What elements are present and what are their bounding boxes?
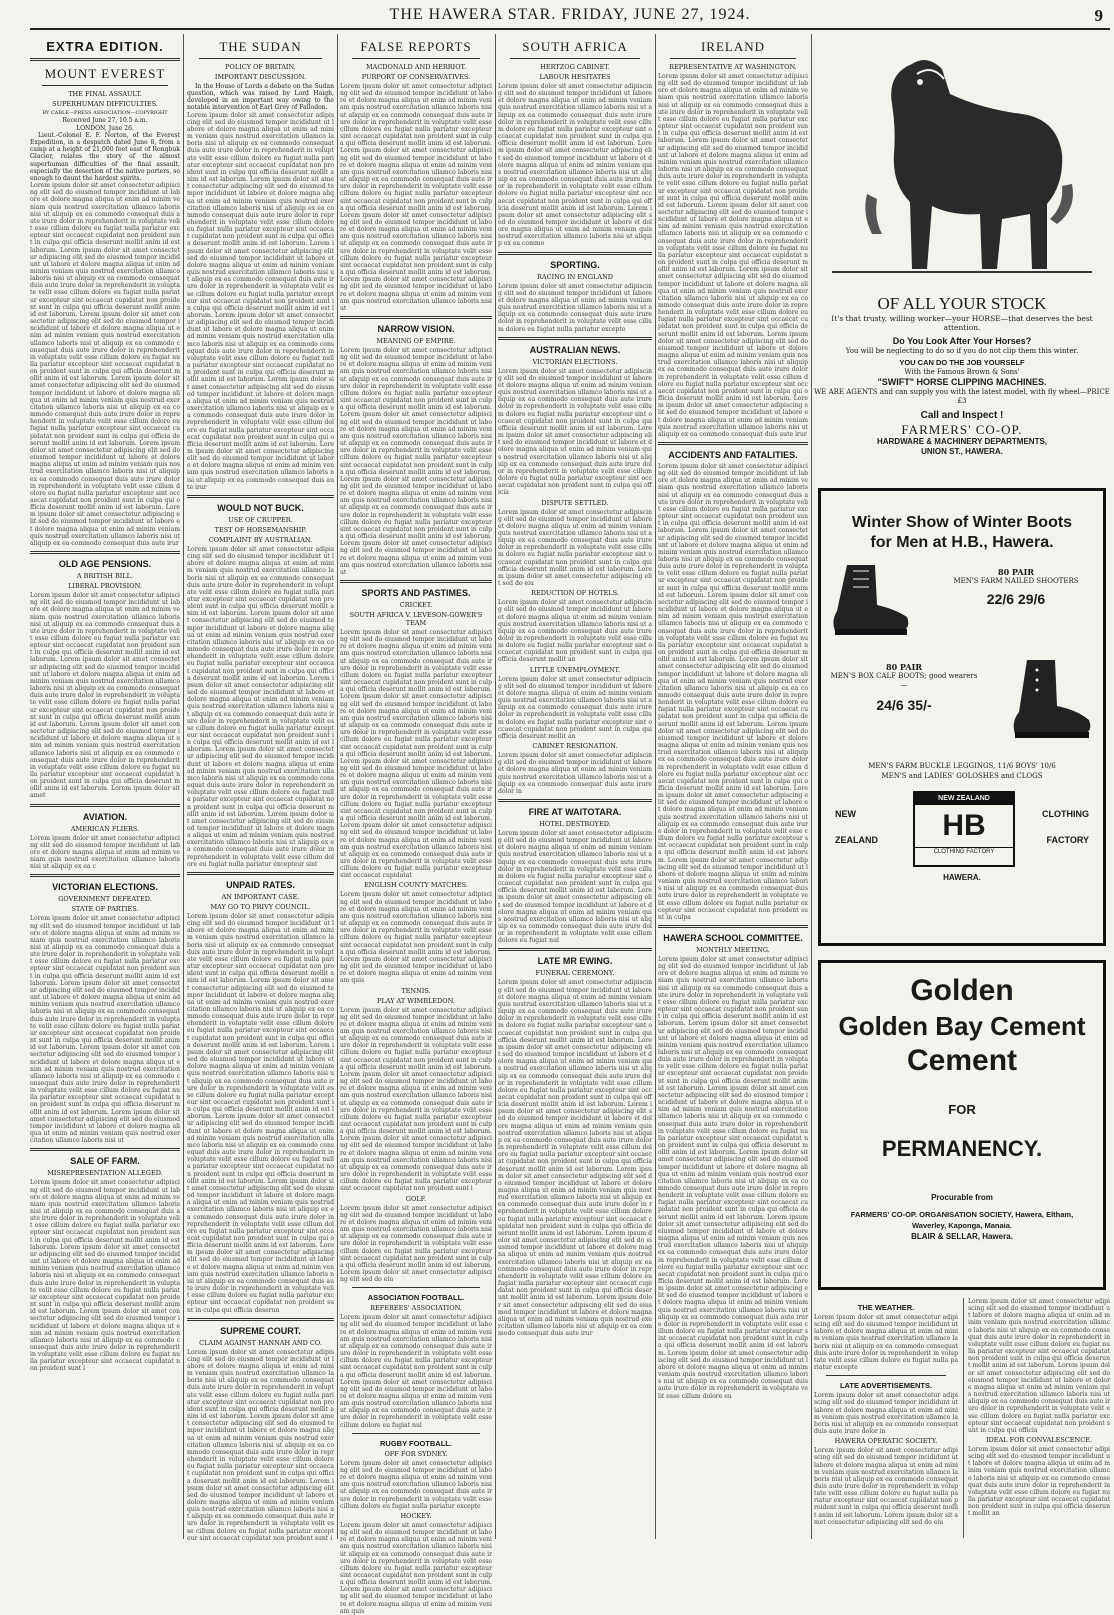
divider (30, 804, 180, 807)
extra-edition-heading: EXTRA EDITION. (46, 39, 164, 54)
page-number: 9 (1094, 6, 1104, 25)
classifieds-column (968, 1298, 1110, 1538)
divider (30, 58, 180, 61)
logo-side-text: ZEALAND (835, 835, 878, 845)
divider (30, 874, 180, 877)
subheading: MEANING OF EMPIRE. (376, 337, 456, 345)
winter-boots-advertisement (818, 488, 1106, 946)
ad-text: UNION ST., HAWERA. (921, 447, 1003, 456)
section-heading: LATE MR EWING. (537, 956, 613, 967)
divider (498, 948, 652, 951)
subheading: REPRESENTATIVE AT WASHINGTON. (669, 63, 797, 71)
divider (199, 58, 322, 59)
cement-text: FARMERS' CO-OP. ORGANISATION SOCIETY, Hawera, Eltham, Waverley, Kaponga, Manaia. (850, 1210, 1074, 1230)
section-heading: THE WEATHER. (857, 1303, 915, 1312)
article-body: Lorem ipsum dolor sit amet consectetur adipiscing elit sed do eiusmod tempor incididunt ut labore et dolore magna aliqua ut enim ad minim veniam quis nostrud exercitation ullamco laboris nisi ut aliquip ex ea commodo consequat duis aute irure dolor in reprehenderit in voluptate velit esse cillum dolore eu fugiat nulla pariatur excepteur sint occaecat cupidatat non proident sunt in culpa qui officia deserunt mollit anim id est laborum. Lorem ipsum dolor sit amet consectetur adipiscing elit sed do eiusmod tempor incididunt ut labore et dolore magna aliqua ut enim ad minim veniam quis nostrud exercitation ullamco laboris nisi ut aliquip ex ea commodo consequat duis aute irure dolor in reprehenderit in voluptate velit esse cillum dolore eu fugiat nulla pariatur excepteur sint occaecat cupidatat non proident sunt in culpa qui officia (968, 1298, 1110, 1434)
cement-line: Golden Bay Cement (838, 1011, 1086, 1041)
article-body: Lorem ipsum dolor sit amet consectetur adipiscing elit sed do eiusmod tempor incididunt ut labore et dolore magna aliqua ut enim ad minim veniam quis nostrud exercitation ullamco laboris nisi ut aliquip ex ea commodo consequat duis aute irure dolor in reprehenderit in voluptate velit esse cillum dolore eu fugiat nulla pariatur excepte (340, 1459, 492, 1510)
subheading: MACDONALD AND HERRIOT. (365, 63, 467, 71)
column-5 (658, 34, 808, 1539)
subheading: HOCKEY. (400, 1511, 432, 1520)
column-rule (495, 34, 496, 1539)
article-body: Lorem ipsum dolor sit amet consectetur adipiscing elit sed do eiusmod tempor incididunt ut labore et dolore magna aliqua ut enim ad minim veniam quis nostrud exercitation ullamco laboris nisi ut aliquip ex ea commodo consequat duis aute irure dolor in reprehenderit in voluptate velit esse cillum dolore eu fugiat nulla pariatur excepte (498, 282, 652, 333)
column-rule (655, 34, 656, 1539)
subheading: TENNIS. (401, 986, 431, 995)
section-heading: ACCIDENTS AND FATALITIES. (668, 449, 798, 460)
cement-permanency: PERMANENCY. (881, 1136, 1043, 1161)
logo-side-text: CLOTHING (1042, 809, 1089, 819)
subheading: LIBERAL PROVISION. (68, 582, 142, 591)
section-heading: FALSE REPORTS (360, 39, 472, 54)
article-body: Lorem ipsum dolor sit amet consectetur adipiscing elit sed do eiusmod tempor incididunt ut labore et dolore magna aliqua ut enim ad minim veniam quis nostrud exercitation ullamco laboris nisi ut aliquip ex ea commodo consequat duis aute irure dolor in reprehenderit in voluptate velit esse cillum dolore eu fugiat nulla pariatur excepteur sint occaecat cupidatat non proident sunt in culpa qui officia deserunt mollit anim id est laborum. Lorem ipsum dolor sit amet consectetur adipiscing elit sed do eiu (340, 1204, 492, 1284)
masthead (30, 4, 1110, 30)
ad-text: You will be neglecting to do so if you do not clip them this winter. (845, 347, 1079, 355)
shooter-boot-illustration (825, 561, 913, 639)
divider (30, 1148, 180, 1151)
article-text: Lieut.-Colonel E. F. Norton, of the Everest Expedition, in a despatch dated June 8, from a camp at a height of 21,000 feet east of Rongbuk Glacier, relates the story of the almost superhuman difficulties of the final assault, especially the desertion of the native porters, so enough to daunt the hardest spirits. (30, 132, 180, 182)
column-2 (187, 34, 334, 1542)
article-body: Lorem ipsum dolor sit amet consectetur adipiscing elit sed do eiusmod tempor incididunt ut labore et dolore magna aliqua ut enim ad minim veniam quis nostrud exercitation ullamco laboris nisi ut aliquip ex ea commodo consequat duis aute irure dolor in reprehenderit in voluptate velit esse cillum dolore eu fugiat nulla pariatur excepteur sint occaecat cupidatat non proident sunt in culpa qui officia deserunt mollit anim id est laborum. Lorem ipsum dolor sit amet consectetur adipiscing elit sed do eiusmod tempor incididunt ut labore et dolore magna aliqua ut enim ad minim veniam quis nostrud exercitation ullamco laboris nisi ut aliquip ex ea commodo consequat duis aute irure dolor in reprehenderit in voluptate velit esse cillum dolore eu fugiat nulla pariatur excepteur sint occaecat cupidatat non proident sunt in culpa qui officia deserunt mollit anim id est laborum. Lorem ipsum dolor sit amet consectetur adipiscing elit sed do eiusmod tempor incididunt ut labore et dolore magna aliqua ut enim ad minim veniam quis nostrud exercitation ullamco laboris nisi ut aliquip ex ea commodo consequat duis aute irure dolor in reprehenderit in voluptate velit esse cillum dolore eu fugiat nulla pariatur excepteur sint occaecat cupidatat non proident sunt in culpa qui officia deserunt mollit anim id est laborum. Lorem ipsum dolor sit amet consectetur adipiscing elit sed do eiusmod tempor incididunt ut labore et dolore magna aliqua ut enim ad minim veniam quis nostrud exercitation ullamco laboris nisi ut aliquip ex ea commodo consequat duis aute irure dolor in reprehenderit in voluptate velit esse cillum dolore eu fugiat nulla pariatur excepteur sint occaecat cupidatat non proident sunt in culpa qui officia deserunt mollit anim id est laborum. Lorem ipsum dolor sit amet consectetur adipiscing elit sed do eiusmod tempor incididunt ut labore et dolore magna aliqua ut enim ad minim veniam quis nostrud exercitation ullamco laboris nisi ut aliquip ex ea commodo consequat duis aute irure dolor in reprehenderit in voluptate velit esse cillum dolore eu fugiat nulla pariatur excepteur sint occaecat cupidatat non proident sunt in culpa qui officia deserunt mollit anim id est laborum. Lorem ipsum dolor sit amet consectetur adipiscing elit sed do eiusmod tempor incididunt ut labore et dolore magna aliqua ut enim ad minim veniam quis nostrud exercitation ullamco laboris nisi ut aliquip ex ea commodo consequat duis aute irure dolor in reprehenderit in voluptate velit esse cillum dolore eu fugiat nulla pariatur excepteur sint occaecat cupidatat non proident sunt in culpa qui officia deserunt mollit anim id est laborum. Lorem ipsum dolor sit amet consectetur adipiscing elit sed do eiusmod tempor incididunt ut labore et dolore magna aliqua ut enim ad minim veniam quis nostrud exercitation ullamco laboris nisi ut aliquip ex ea commodo consequat duis aute irure dolor in reprehenderit in voluptate velit esse cillum dolore eu (658, 955, 808, 1400)
subheading: OFF FOR SYDNEY. (384, 1449, 448, 1458)
article-body: Lorem ipsum dolor sit amet consectetur adipiscing elit sed do eiusmod tempor incididunt ut labore et dolore magna aliqua ut enim ad minim veniam quis nostrud exercitation ullamco laboris nisi ut aliquip ex ea commodo consequat duis aute irure dolor in reprehenderit in voluptate velit esse cillum dolore eu fugiat nulla pariatur excepteur sint occaecat cupidatat non proident sunt in culpa qui officia deserunt mollit anim id est laborum. Lorem ipsum dolor sit amet consectetur adipiscing elit sed do eiusmod tempor incididunt ut labore et dolore magna aliqua ut enim ad minim veniam quis (340, 891, 492, 985)
article-body: Lorem ipsum dolor sit amet consectetur adipiscing elit sed do eiusmod tempor incididunt ut labore et dolore magna aliqua ut enim ad minim veniam quis nostrud exercitation ullamco laboris nisi ut aliquip ex ea commodo consequat duis aute irure dolor in reprehenderit in voluptate velit esse cillum dolore eu fugiat nulla pariatur excepte (814, 1314, 958, 1372)
section-heading: SOUTH AFRICA (522, 39, 628, 54)
column-4 (498, 34, 652, 1539)
divider (187, 1318, 334, 1321)
subheading: ENGLISH COUNTY MATCHES. (364, 881, 468, 890)
article-body: Lorem ipsum dolor sit amet consectetur adipiscing elit sed do eiusmod tempor incididunt ut labore et dolore magna aliqua ut enim ad minim veniam quis nostrud exercitation ullamco laboris nisi ut aliquip ex ea commodo consequat duis aute irure dolor in reprehenderit in voluptate velit esse cillum dolore eu fugiat nulla pariatur excepteur sint occaecat cupidatat non proident sunt in culpa qui officia deserunt mollit anim id est laborum. Lorem ipsum dolor sit amet consectetur adipiscing elit sed do eiusmod tempor incididunt ut labore et dolore magna aliqua ut enim ad minim veniam quis nostrud exercitation ullamco laboris nisi ut aliquip ex ea commodo consequat duis aute irure dolor in reprehenderit in voluptate velit esse cillum dolore eu fugiat nulla pariatur excepteur sint occaecat cupidatat non proident sunt in culpa qui officia deserunt mollit anim id est laborum. Lorem ipsum dolor sit amet consectetur adipiscing elit sed do eiusmod tempor incididunt ut labore et dolore magna aliqua ut enim ad minim veniam quis nostrud exercitation ullamco laboris nisi ut aliquip ex ea commodo consequat duis aute irure dolor in reprehenderit in voluptate velit esse cillum dolore eu fugiat nulla pariatur excepteur sint occaecat cupidatat non proident sunt i (187, 1348, 334, 1542)
subheading: MAY GO TO PRIVY COUNCIL. (210, 902, 311, 911)
section-heading: ASSOCIATION FOOTBALL. (367, 1293, 465, 1303)
cement-line: Golden (910, 974, 1014, 1007)
article-body: Lorem ipsum dolor sit amet consectetur adipiscing elit sed do eiusmod tempor incididunt ut labore et dolore magna aliqua ut enim ad minim veniam quis nostrud exercitation ullamco laboris nisi ut aliquip ex ea commodo consequat duis aute irure dolor in reprehenderit in voluptate velit esse cillum dolore eu fugiat nulla pariatur excepteur sint occaecat cupidatat non proident sunt in culpa qui officia deserunt mollit anim id est laborum. Lorem ipsum dolor sit amet consectetur adipiscing elit sed do eiu (814, 1447, 958, 1526)
divider (352, 1433, 480, 1434)
section-heading: SPORTS AND PASTIMES. (361, 588, 471, 598)
section-heading: SPORTING. (550, 259, 600, 270)
divider (30, 551, 180, 554)
logo-side-text: FACTORY (1046, 835, 1089, 845)
subheading: STATE OF PARTIES. (71, 905, 139, 914)
article-body: Lorem ipsum dolor sit amet consectetur adipiscing elit sed do eiusmod tempor incididunt ut labore et dolore magna aliqua ut enim ad minim veniam quis nostrud exercitation ullamco laboris nisi ut aliquip ex ea commodo consequat duis aute irure dolor in reprehenderit in voluptate velit esse cillum dolore eu fugiat nulla pariatur excepteur sint occaecat cupidatat non proident sunt in culpa qui officia deserunt mollit anim id est laborum. Lorem ipsum dolor sit amet consectetur adipiscing elit sed do eiusmod tempor incididunt ut labore et dolore magna aliqua ut enim ad minim veniam quis nostrud exercitation ullamco laboris nisi ut aliquip ex ea commodo consequat duis aute irure dolor in reprehenderit in voluptate velit esse cillum dolore eu fugiat nul (498, 829, 652, 945)
column-1 (30, 34, 180, 1539)
article-body: Lorem ipsum dolor sit amet consectetur adipiscing elit sed do eiusmod tempor incididunt ut labore et dolore magna aliqua ut enim ad minim veniam quis nostrud exercitation ullamco laboris nisi ut aliquip ex ea commodo consequat duis aute irure dolor in reprehenderit in voluptate velit esse cillum dolore eu fugiat nulla pariatur excepteur sint occaecat cupidatat non proident sunt in culpa qui officia deserunt mollit anim id est laborum. Lorem ipsum dolor sit amet consectetur adipiscing elit sed do eiusmod tempor incididunt ut labore et dolore magna aliqua ut enim ad minim veniam quis nostrud exercitation ullamco laboris nisi ut aliquip ex ea commodo consequat duis aute irure dolor in reprehenderit in voluptate velit esse cillum dolore eu fugiat nulla pariatur excepteur sint occaecat cupidatat non proident sunt in culpa qui officia deserunt mollit anim id est laborum. Lorem ipsum dolor sit amet consectetur adipiscing elit sed do eiusmod tempor incididunt ut labore et dolore magna aliqua ut enim ad minim veniam quis nostrud exercitation ullamco laboris nisi ut aliquip ex ea commodo consequat duis aute irure dolor in reprehenderit in voluptate velit esse cillum dolore eu fugiat nulla pariatur excepteur sint occaecat cupidatat non proident sunt in culpa qui officia deserunt mollit anim id est laborum. Lorem ipsum dolor sit amet consectetur adipiscing elit sed do eiusmod tempor incididunt ut labore et dolore magna aliqua ut enim ad minim veniam quis nostrud exercitation ullamco laboris nisi ut aliquip ex ea commodo consequat duis aute irure dolor in reprehenderit in voluptate velit esse cillum dolore eu fugiat nulla pariatur excepteur sint occaecat cupidatat non proident sunt in culpa qui officia deserunt mollit anim id est laborum. Lorem ipsum dolor sit amet consectetur adipiscing elit sed do eiusmod tempor incididunt ut labore et dolore magna aliqua ut enim ad minim veniam quis nostrud exercitation ullamco laboris nisi ut aliquip ex ea commodo consequat duis aute irure dolor in reprehenderit in voluptate velit esse cillum dolore eu fugiat nulla pariatur excepteur sint occaecat cupidatat non proident sunt in culpa qui officia deserunt mollit anim id est laborum. Lorem ipsum dolor sit amet consectetur adipiscing elit sed do eiusmod tempor incididunt ut labore et dolore magna aliqua ut enim ad minim veniam quis nostrud exercitation ullamco laboris nisi ut aliquip ex ea commodo consequat duis aute irure dolor in reprehenderit in voluptate velit esse cillum dolore eu fugiat nulla pariatur excepteur sint occaecat cupidatat non proident sunt in culpa qui officia deserunt mollit anim id est laborum. Lorem ipsum dolor sit amet consectetur adipiscing elit sed do eiusmod tempor incididunt ut labore et dolore magna aliqua ut enim ad minim veniam quis nostrud exercitation ullamco laboris nisi ut aliquip ex ea commodo consequat duis aute irure dolor in reprehenderit in voluptate velit esse cillum dolore eu fugiat nulla pariatur excepteur sint occaecat cupidatat non proident sunt in culpa (658, 462, 808, 921)
subheading: THE FINAL ASSAULT. (68, 90, 142, 98)
subheading: HERTZOG CABINET. (540, 63, 610, 71)
article-body: Lorem ipsum dolor sit amet consectetur adipiscing elit sed do eiusmod tempor incididunt ut labore et dolore magna aliqua ut enim ad minim veniam quis nostrud exercitation ullamco laboris nisi ut aliquip ex ea commodo consequat duis aute irure dolor in reprehenderit in voluptate velit esse cillum dolore eu fugiat nulla pariatur excepteur sint occaecat cupidatat non proident sunt in culpa qui officia deserunt mollit anim id est laborum. Lorem ipsum dolor sit amet consectetur adipiscing elit sed do eiusmod tempor incididunt ut labore et dolore magna aliqua ut enim ad minim veniam quis nostrud exercitation ullamco laboris nisi ut aliquip ex ea commodo consequat duis aute irure dolor in reprehenderit in voluptate velit esse cillum dolore eu fugiat nulla pariatur excepteur sint occaecat cupidatat non proident sunt in culpa qui officia deserunt mollit anim id est laborum. Lorem ipsum dolor sit amet consectetur adipiscing elit sed do eiusmod tempor incididunt ut labore et dolore magna aliqua ut enim ad minim veniam quis nostrud exercitation ullamco laboris nisi ut aliquip ex ea commodo consequat duis aute irure dolor in reprehenderit in voluptate velit esse cillum dolore eu fugiat nulla pariatur excepteur sint occaecat cupidatat non proident sunt in culpa qui officia deserunt mollit anim id est laborum. Lorem ipsum dolor sit amet consectetur adipiscing elit sed do eiusmod tempor incididunt ut labore et dolore magna aliqua ut enim ad minim veniam quis nostrud exercitation ullamco laboris nisi ut aliquip ex ea commodo consequat duis aute irure dolor in reprehenderit in voluptate velit esse cillum dolore eu fugiat nulla pariatur excepteur sint occaecat cupidatat non proident sunt in culpa qui officia deserunt mollit anim id est laborum. Lorem ipsum dolor sit amet consectetur adipiscing elit sed do eiusmod tempor incididunt ut labore et dolore magna aliqua ut enim ad minim veniam quis nostrud exercitation ullamco laboris nisi ut aliquip ex ea commodo consequat duis aute irure dolor in reprehenderit in voluptate velit esse cillum dolore eu fugiat nulla pariatur excepteur sint occaecat cupidatat non proident sunt in culpa qui officia deserunt mollit anim id est laborum. Lorem ipsum dolor sit amet consectetur adipiscing elit sed do eiusmod tempor incididunt ut labore et dolore magna aliqua ut enim ad minim veniam quis nostrud exercitation ullamco laboris nisi ut aliquip ex ea commodo consequat duis aute irur (30, 182, 180, 547)
subheading: POLICY OF BRITAIN. (225, 63, 296, 71)
logo-caption: CLOTHING FACTORY (915, 847, 1013, 856)
cement-text: Procurable from (931, 1193, 993, 1202)
divider (658, 925, 808, 928)
column-rule (811, 34, 812, 1539)
subheading: DISPUTE SETTLED. (541, 498, 609, 507)
cement-advertisement (818, 960, 1106, 1290)
section-heading: SUPREME COURT. (220, 1325, 301, 1336)
subheading: MONTHLY MEETING. (696, 945, 770, 954)
section-heading: OLD AGE PENSIONS. (58, 559, 152, 570)
divider (187, 495, 334, 498)
article-body: Lorem ipsum dolor sit amet consectetur adipiscing elit sed do eiusmod tempor incididunt ut labore et dolore magna aliqua ut enim ad minim veniam quis nostrud exercitation ullamco laboris nisi ut aliquip ex ea commodo consequat duis aute irure dolor in (814, 1392, 958, 1436)
subheading: REDUCTION OF HOTELS. (531, 589, 619, 598)
section-heading: WOULD NOT BUCK. (217, 502, 304, 513)
section-heading: SALE OF FARM. (70, 1156, 140, 1167)
subheading: REFEREES' ASSOCIATION. (370, 1304, 462, 1313)
subheading: LITTLE UNEMPLOYMENT. (529, 665, 621, 674)
article-body: Lorem ipsum dolor sit amet consectetur adipiscing elit sed do eiusmod tempor incididunt ut labore et dolore magna aliqua ut enim ad minim veniam quis nostrud exercitation ullamco laboris nisi ut aliquip ex ea commodo consequat duis aute irure dolor in reprehenderit in voluptate velit esse cillum dolore eu fugiat nulla pariatur excepteur sint occaecat cupidatat non proident sunt in culpa qui officia deserunt mollit anim id est laborum. Lorem ipsum dolor sit amet consectetur adipiscing elit sed do eiusmod tempor incididunt ut labore et dolore magna aliqua ut enim ad minim veniam quis nostrud exercitation ullamco laboris nisi ut aliquip ex ea commodo consequat duis aute irure dolor in reprehenderit in voluptate velit esse cillum dolore eu fugiat nulla pariatur excepteur sint occaecat cupidatat non proident sunt in culpa qui officia deserunt mollit anim id est laborum. Lorem ipsum dolor sit amet consectetur adipiscing elit sed do eiusmod tempor incididunt ut labore et dolore magna aliqua ut enim ad minim veniam quis nostrud exercitation ullamco laboris nisi ut aliquip ex ea commodo consequat duis aute irure dolor in reprehenderit in voluptate velit esse cillum dolore eu fugiat nulla pariatur excepteur sint occaecat cupidatat non proident sunt in culpa qui officia deserunt mollit anim id est laborum. Lorem ipsum dolor sit amet consectetur adipiscing elit sed do eiusmod tempor incididunt ut labore et dolore magna aliqua ut enim ad minim veniam quis nostrud exercitation ullamco laboris nisi ut aliquip ex ea commodo consequat duis aute irure dolor in reprehenderit in voluptate velit esse cillum dolore eu fugiat nulla pariatur excepteur sint occaecat cupidatat non proident sunt in culpa qui officia deserunt mollit anim id est laborum. Lorem ipsum dolor sit amet consectetur adipiscing elit sed do eiusmod tempor incididunt ut labore et dolore magna aliqua ut enim ad minim veniam quis nostrud exercitation ullamco laboris nisi ut aliquip ex ea commodo consequat duis aute irure dolor in reprehenderit in voluptate velit esse cillum dolore eu fugiat nulla pariatur excepteur sint occaecat cupidatat non proident sunt in culpa qui officia deserunt mollit anim id est laborum. Lorem ipsum dolor sit amet consectetur adipiscing elit sed do eiusmod tempor incididunt ut labore et dolore magna aliqua ut enim ad minim veniam quis nostrud exercitation ullamco laboris nisi ut aliquip ex ea commodo consequat duis aute irur (498, 979, 652, 1338)
horse-illustration (832, 34, 1092, 294)
subheading: USE OF CRUPPER. (228, 515, 293, 524)
article-body: Lorem ipsum dolor sit amet consectetur adipiscing elit sed do eiusmod tempor incididunt ut labore et dolore magna aliqua ut enim ad minim veniam quis nostrud exercitation ullamco laboris nisi ut aliquip ex ea commodo consequat duis aute irure dolor in reprehenderit in voluptate velit esse cillum dolore eu fugiat nulla pariatur excepteur sint occaecat cupidatat non proident sunt in culpa qui officia deserunt mollit anim id est laborum. Lorem ipsum dolor sit amet consectetur adipiscing elit sed do eiusmod tempor incididunt ut labore et dolore magna aliqua ut enim ad minim veniam quis (340, 1521, 492, 1615)
column-rule (963, 1298, 964, 1538)
ad-question: Do You Look After Your Horses? (892, 336, 1032, 346)
article-body: Lorem ipsum dolor sit amet consectetur adipiscing elit sed do eiusmod tempor incididunt ut labore et dolore magna aliqua ut enim ad minim veniam quis nostrud exercitation ullamco laboris nisi ut aliquip ex ea c (30, 834, 180, 871)
subheading: IMPORTANT DISCUSSION. (214, 73, 307, 81)
subheading: IDEAL FOR CONVALESCENCE. (985, 1435, 1093, 1444)
section-heading: IRELAND (700, 39, 766, 54)
article-body: Lorem ipsum dolor sit amet consectetur adipiscing elit sed do eiusmod tempor incididunt ut labore et dolore magna aliqua ut enim ad minim veniam quis nostrud exercitation ullamco laboris nisi ut aliquip ex ea commodo consequat duis aute irure dolor in reprehenderit in voluptate velit esse cillum dolore eu fugiat nulla pariatur excepteur sint occaecat cupidatat non proident sunt in culpa qui officia deserunt mollit anim id est laborum. Lorem ipsum dolor sit amet consectetur adipiscing elit sed do eiusmod tempor incididunt ut labore et dolore magna aliqua ut enim ad minim veniam quis nostrud exercitation ullamco laboris nisi ut aliquip ex ea commodo consequat duis aute irure dolor in reprehenderit in voluptate velit esse cillum dolore eu fugiat nulla pariatur excepteur sint occaecat cupidatat non proident sunt in culpa qui officia deserunt mollit anim id est laborum. Lorem ipsum dolor sit amet consectetur adipiscing elit sed do eiusmod tempor incididunt ut labore et dolore magna aliqua ut enim ad minim veniam quis nostrud exercitation ullamco laboris nisi ut aliquip ex ea commodo consequat duis aute irure dolor in reprehenderit in voluptate velit esse cillum dolore eu fugiat nulla pariatur excepteur sint occaecat cupidatat non proident sunt i (340, 1006, 492, 1193)
ad-text: Call and Inspect ! (920, 410, 1004, 421)
section-heading: UNPAID RATES. (226, 879, 295, 890)
box-calf-boot-illustration (997, 656, 1097, 746)
subheading: VICTORIAN ELECTIONS. (532, 357, 618, 366)
ad-text: HARDWARE & MACHINERY DEPARTMENTS, (876, 437, 1048, 446)
subheading: HAWERA OPERATIC SOCIETY. (834, 1437, 938, 1446)
article-body: Lorem ipsum dolor sit amet consectetur adipiscing elit sed do eiusmod tempor incididunt ut labore et dolore magna aliqua ut enim ad minim veniam quis nostrud exercitation ullamco laboris nisi ut aliquip ex ea commodo consequat duis aute irure dolor in reprehenderit in voluptate velit esse cillum dolore eu fugiat nulla pariatur excepteur sint occaecat cupidatat non proident sunt in culpa qui officia deserunt mollit an (498, 599, 652, 664)
divider (340, 580, 492, 583)
article-body: Lorem ipsum dolor sit amet consectetur adipiscing elit sed do eiusmod tempor incididunt ut labore et dolore magna aliqua ut enim ad minim veniam quis nostrud exercitation ullamco laboris nisi ut aliquip ex ea commodo consequat duis aute irure dolor in reprehenderit in voluptate velit esse cillum dolore eu fugiat nulla pariatur excepteur sint occaecat cupidatat non proident sunt in culpa qui officia deserunt mollit anim id est laborum. Lorem ipsum dolor sit amet consectetur adipiscing elit sed do eiu (498, 508, 652, 588)
subheading: COMPLAINT BY AUSTRALIAN. (208, 535, 313, 544)
article-body: Lorem ipsum dolor sit amet consectetur adipiscing elit sed do eiusmod tempor incididunt ut labore et dolore magna aliqua ut enim ad minim veniam quis nostrud exercitation ullamco laboris nisi ut aliquip ex ea commodo consequat duis aute irure dolor in reprehenderit in voluptate velit esse cillum dolore eu fugiat nulla pariatur excepteur sint occaecat cupidatat non proident sunt in culpa qui officia deserunt mollit an (968, 1445, 1110, 1518)
section-heading: NARROW VISION. (377, 324, 455, 334)
divider (658, 442, 808, 445)
section-heading: RUGBY FOOTBALL. (380, 1438, 452, 1448)
column-3 (340, 34, 492, 1615)
article-body: Lorem ipsum dolor sit amet consectetur adipiscing elit sed do eiusmod tempor incididunt ut labore et dolore magna aliqua ut enim ad minim veniam quis nostrud exercitation ullamco laboris nisi ut aliquip ex ea commodo consequat duis aute irure dolor in reprehenderit in voluptate velit esse cillum dolore eu fugiat nulla pariatur excepteur sint occaecat cupidatat non proident sunt in culpa qui officia deserunt mollit anim id est laborum. Lorem ipsum dolor sit amet consectetur adipiscing elit sed do eiusmod tempor incididunt ut labore et dolore magna aliqua ut enim ad minim veniam quis nostrud exercitation ullamco laboris nisi ut aliquip ex ea commodo consequat duis aute irure dolor in reprehenderit in voluptate velit esse cillum dolore eu fugiat nulla pariatur excepteur sint occaecat cupidatat non proident sunt in culpa qui officia deserunt mollit anim id est laborum. Lorem ipsum dolor sit amet consectetur adipiscing elit sed do eiusmod tempor incididunt ut labore et dolore magna aliqua ut enim ad minim veniam quis nostrud exercitation ullamco laboris nisi ut aliquip ex ea commodo consequat duis aute irure dolor in reprehenderit in voluptate velit esse cillum dolore eu fugiat nulla pariatur excepteur sint occaecat cupidatat non proident sunt in culpa qui officia deserunt mollit anim id est laborum. Lorem ipsum dolor sit amet consectetur adipiscing elit sed do eiusmod tempor incididunt ut labore et dolore magna aliqua ut enim ad minim veniam quis nostrud exercitation ullamco laboris nisi ut (340, 347, 492, 576)
divider (498, 799, 652, 802)
article-body: Lorem ipsum dolor sit amet consectetur adipiscing elit sed do eiusmod tempor incididunt ut labore et dolore magna aliqua ut enim ad minim veniam quis nostrud exercitation ullamco laboris nisi ut aliquip ex ea commodo consequat duis aute irure dolor in reprehenderit in voluptate velit esse cillum dolore eu fugiat nulla pariatur excepteur sint occaecat cupidatat non proident sunt in culpa qui officia deserunt mollit anim id est laborum. Lorem ipsum dolor sit amet consectetur adipiscing elit sed do eiusmod tempor incididunt ut labore et dolore magna aliqua ut enim ad minim veniam quis nostrud exercitation ullamco laboris nisi ut aliquip ex ea commodo consequat duis aute irure dolor in reprehenderit in voluptate velit esse cillum dolore eu fugiat nulla pariatur excepteur sint occaecat cupidatat non proident sunt in culpa qui officia deserunt mollit anim id est laborum. Lorem ipsum dolor sit amet consectetur adipiscing elit sed do eiusmod tempor incididunt ut labore et dolore magna aliqua ut enim ad minim veniam quis nostrud exercitation ullamco laboris nisi ut aliquip ex ea commodo consequat duis aute irure dolor in reprehenderit in voluptate velit esse cillum dolore eu fugiat nulla pariatur excepteur sint occaecat cupidatat non proident sunt in culpa qui officia deserunt mollit anim id est laborum. Lorem ipsum dolor sit amet consectetur adipiscing elit sed do eiusmod tempor incididunt ut labore et dolore magna aliqua ut enim ad minim veniam quis nostrud exercitation ullamco laboris nisi ut aliquip ex ea commodo consequat duis aute irure dolor in reprehenderit in voluptate velit esse cillum dolore eu fugiat nulla pariatur excepteur sint occaecat cupidatat non proident sunt in culpa qui officia deserunt mollit anim id est laborum. Lorem ipsum dolor sit amet consectetur adipiscing elit sed do eiusmod tempor incididunt ut labore et dolore magna aliqua ut enim ad minim veniam quis nostrud exercitation ullamco laboris nisi ut aliquip ex ea commodo consequat duis aute irure dolor in reprehenderit in voluptate velit esse cillum dolore eu fugiat nulla pariatur excepteur sint (187, 545, 334, 868)
logo-band: NEW ZEALAND (915, 793, 1013, 805)
article-body: Lorem ipsum dolor sit amet consectetur adipiscing elit sed do eiusmod tempor incididunt ut labore et dolore magna aliqua ut enim ad minim veniam quis nostrud exercitation ullamco laboris nisi ut aliquip ex ea commodo consequat duis aute irure dolor in reprehenderit in voluptate velit esse cillum dolore eu fugiat nulla pariatur excepteur sint occaecat cupidatat non proident sunt in culpa qui officia deserunt mollit an (498, 675, 652, 740)
column-rule (337, 34, 338, 1539)
divider (352, 1287, 480, 1288)
ad-headline: OF ALL YOUR STOCK (877, 294, 1047, 313)
section-heading: THE SUDAN (219, 39, 302, 54)
subheading: CABINET RESIGNATION. (532, 742, 618, 751)
article-body: Lorem ipsum dolor sit amet consectetur adipiscing elit sed do eiusmod tempor incididunt ut labore et dolore magna aliqua ut enim ad minim veniam quis nostrud exercitation ullamco laboris nisi ut aliquip ex ea commodo consequat duis aute irure dolor in reprehenderit in voluptate velit esse cillum dolore eu fugiat nulla pariatur excepteur sint occaecat cupidatat non proident sunt in culpa qui officia deserunt mollit anim id est laborum. Lorem ipsum dolor sit amet consectetur adipiscing elit sed do eiusmod tempor incididunt ut labore et dolore magna aliqua ut enim ad minim veniam quis nostrud exercitation ullamco laboris nisi ut aliquip ex ea commodo consequat duis aute irure dolor in reprehenderit in voluptate velit esse cillum dolore eu fugiat nulla pariatur excepteur sint occaecat cupidatat non proident sunt in culpa qui officia deserunt mollit anim id est laborum. Lorem ipsum dolor sit amet consectetur adipiscing elit sed do eiusmod tempor incididunt ut labore et dolore magna aliqua ut enim ad minim veniam quis nostrud exercitation ullamco laboris nisi ut aliquip ex ea commodo consequat duis aute irure dolor in reprehenderit in voluptate velit esse cillum dolore eu fugiat nulla pariatur excepteur sint occaecat cupidatat non proident sunt in culpa qui officia deserunt mollit anim id est laborum. Lorem ipsum dolor sit amet consectetur adipiscing elit sed do eiusmod tempor incididunt ut labore et dolore magna aliqua ut enim ad minim veniam quis nostrud exercitation ullamco laboris nisi ut (30, 915, 180, 1145)
logo-side-text: NEW (835, 809, 856, 819)
divider (352, 58, 480, 59)
hb-logo (913, 791, 1015, 867)
ad-title: for Men at H.B., Hawera. (870, 534, 1054, 551)
article-body: Lorem ipsum dolor sit amet consectetur adipiscing elit sed do eiusmod tempor incididunt ut labore et dolore magna aliqua ut enim ad minim veniam quis nostrud exercitation ullamco laboris nisi ut aliquip ex ea commodo consequat duis aute irure dolor in reprehenderit in voluptate velit esse cillum dolore eu fugiat nulla pariatur excepteur sint occaecat cupidatat non proident sunt in culpa qui officia deserunt mollit anim id est laborum. Lorem ipsum dolor sit amet consectetur adipiscing elit sed do eiusmod tempor incididunt ut labore et dolore magna aliqua ut enim ad minim veniam quis nostrud exercitation ullamco laboris nisi ut aliquip ex ea commodo consequat duis aute irure dolor in reprehenderit in voluptate velit esse cillum dolore eu fugiat nulla pariatur excepteur sint occaecat cupidatat non proident sunt in culpa qui officia deserunt mollit anim id est laborum. Lorem ipsum dolor sit amet consectetur adipiscing elit sed do eiusmod tempor incididunt ut labore et dolore magna aliqua ut enim ad minim veniam quis nostrud exercitation ullamco laboris nisi ut aliquip ex ea commodo consequat duis aute irure dolor in reprehenderit in voluptate velit esse cillum dolore eu fugiat nulla pariatur excepteur sint occaecat cupidatat non proident sunt i (30, 1179, 180, 1373)
divider (826, 1375, 946, 1376)
subheading: LABOUR HESITATES (539, 73, 611, 81)
product-price: 22/6 29/6 (986, 591, 1046, 607)
section-heading: FIRE AT WAITOTARA. (528, 806, 622, 817)
column-rule (183, 34, 184, 1539)
credit-line: BY CABLE—PRESS ASSOCIATION—COPYRIGHT (42, 110, 168, 116)
cement-for: FOR (948, 1102, 976, 1117)
article-body: Lorem ipsum dolor sit amet consectetur adipiscing elit sed do eiusmod tempor incididunt ut labore et dolore magna aliqua ut enim ad minim veniam quis nostrud exercitation ullamco laboris nisi ut aliquip ex ea commodo consequat duis aute irure dolor in reprehenderit in voluptate velit esse cillum dolore eu fugiat nulla pariatur excepteur sint occaecat cupidatat non proident sunt in culpa qui officia deserunt mollit anim id est laborum. Lorem ipsum dolor sit amet consectetur adipiscing elit sed do eiusmod tempor incididunt ut labore et dolore magna aliqua ut enim ad minim veniam quis nostrud exercitation ullamco laboris nisi ut aliquip ex ea commodo consequat duis aute irure dolor in reprehenderit in voluptate velit esse cillum dolore eu fugiat nulla pariatur excepteur sint occaecat cupidatat non proident sunt in culpa qui officia deserunt mollit anim id est laborum. Lorem ipsum dolor sit amet consectetur adipiscing elit sed do eiusmod tempor incididunt ut labore et dolore magna aliqua ut enim ad minim veniam quis nostrud exercitation ullamco laboris nisi ut aliquip ex ea commo (498, 83, 652, 248)
subheading: AMERICAN FLIERS. (70, 824, 140, 833)
divider (42, 85, 168, 86)
section-heading: HAWERA SCHOOL COMMITTEE. (663, 932, 803, 943)
subheading: HOTEL DESTROYED. (539, 819, 611, 828)
product-price: 24/6 35/- (876, 697, 932, 713)
subheading: MISREPRESENTATION ALLEGED. (47, 1169, 163, 1178)
cement-text: BLAIR & SELLAR, Hawera. (911, 1232, 1013, 1241)
subheading: PURPORT OF CONSERVATIVES. (361, 73, 471, 81)
dateline: LONDON, June 26. (76, 124, 134, 132)
ad-text: WE ARE AGENTS and can supply you with the latest model, with fly wheel—PRICE £3 (814, 388, 1110, 405)
product-name: MEN'S FARM NAILED SHOOTERS (953, 577, 1079, 585)
ad-title: Winter Show of Winter Boots (851, 514, 1073, 531)
cement-line: Cement (906, 1044, 1018, 1077)
article-text: In the House of Lords a debate on the Sudan question, which was raised by Lord Haigh, developed in an important way owing to the notable intervention of Earl Grey of Fallodon. (187, 83, 334, 112)
subheading: A BRITISH BILL. (76, 572, 134, 581)
divider (187, 872, 334, 875)
subheading: CLAIM AGAINST HANNAH AND CO. (199, 1338, 322, 1347)
section-heading: AUSTRALIAN NEWS. (529, 344, 621, 355)
subheading: PLAY AT WIMBLEDON. (377, 996, 455, 1005)
subheading: RACING IN ENGLAND (537, 272, 613, 281)
article-body: Lorem ipsum dolor sit amet consectetur adipiscing elit sed do eiusmod tempor incididunt ut labore et dolore magna aliqua ut enim ad minim veniam quis nostrud exercitation ullamco laboris nisi ut aliquip ex ea commodo consequat duis aute irure dolor in reprehenderit in voluptate velit esse cillum dolore eu fugiat nulla pariatur excepteur sint occaecat cupidatat non proident sunt in culpa qui officia deserunt mollit anim id est laborum. Lorem ipsum dolor sit amet consectetur adipiscing elit sed do eiusmod tempor incididunt ut labore et dolore magna aliqua ut enim ad minim veniam quis nostrud exercitation ullamco laboris nisi ut aliquip ex ea commodo consequat duis aute irure dolor in reprehenderit in voluptate velit esse cillum dolore eu fugiat nul (340, 1314, 492, 1429)
subheading: SUPERHUMAN DIFFICULTIES. (52, 100, 158, 108)
article-body: Lorem ipsum dolor sit amet consectetur adipiscing elit sed do eiusmod tempor incididunt ut labore et dolore magna aliqua ut enim ad minim veniam quis nostrud exercitation ullamco laboris nisi ut aliquip ex ea commodo consequat duis aute irure dolor in reprehenderit in voluptate velit esse cillum dolore eu fugiat nulla pariatur excepteur sint occaecat cupidatat non proident sunt in culpa qui officia deserunt mollit anim id est laborum. Lorem ipsum dolor sit amet consectetur adipiscing elit sed do eiusmod tempor incididunt ut labore et dolore magna aliqua ut enim ad minim veniam quis nostrud exercitation ullamco laboris nisi ut aliquip ex ea commodo consequat duis aute irure dolor in reprehenderit in voluptate velit esse cillum dolore eu fugiat nulla pariatur excepteur sint occaecat cupidatat non proident sunt in culpa qui officia deserunt mollit anim id est laborum. Lorem ipsum dolor sit amet consectetur adipiscing elit sed do eiusmod tempor incididunt ut labore et dolore magna aliqua ut enim ad minim veniam quis nostrud exercitation ullamco laboris nisi ut aliquip ex ea commodo consequat duis aute irure dolor in reprehenderit in voluptate velit esse cillum dolore eu fugiat nulla pariatur excepteur sint occaecat cupidatat non proident sunt in culpa qui officia deserunt mollit anim id est laborum. Lorem ipsum dolor sit amet consectetur adipiscing elit sed do eiusmod tempor incididunt ut labore et dolore magna aliqua ut enim ad minim veniam quis nostrud exercitation ullamco laboris nisi ut aliquip ex ea commodo consequat duis aute irure dolor in reprehenderit in voluptate velit esse cillum dolore eu fugiat nulla pariatur excepteur sint occaecat cupidatat (340, 629, 492, 880)
logo-letters: HB (942, 809, 986, 842)
subheading: TEST OF HORSEMANSHIP. (214, 525, 307, 534)
section-heading: VICTORIAN ELECTIONS. (52, 882, 158, 893)
ad-firm: FARMERS' CO-OP. (901, 422, 1023, 437)
article-body: Lorem ipsum dolor sit amet consectetur adipiscing elit sed do eiusmod tempor incididunt ut labore et dolore magna aliqua ut enim ad minim veniam quis nostrud exercitation ullamco laboris nisi ut aliquip ex ea commodo consequat duis aute irure dolor in reprehenderit in voluptate velit esse cillum dolore eu fugiat nulla pariatur excepteur sint occaecat cupidatat non proident sunt in culpa qui officia deserunt mollit anim id est laborum. Lorem ipsum dolor sit amet consectetur adipiscing elit sed do eiusmod tempor incididunt ut labore et dolore magna aliqua ut enim ad minim veniam quis nostrud exercitation ullamco laboris nisi ut aliquip ex ea commodo consequat duis aute irure dolor in reprehenderit in voluptate velit esse cillum dolore eu fugiat nulla pariatur excepteur sint occaecat cupidatat non proident sunt in culpa qui officia deserunt mollit anim id est laborum. Lorem ipsum dolor sit amet consectetur adipiscing elit sed do eiusmod tempor incididunt ut labore et dolore magna aliqua ut enim ad minim veniam quis nostrud exercitation ullamco laboris nisi ut aliquip ex ea commodo consequat duis aute irure dolor in reprehenderit in voluptate velit esse cillum dolore eu fugiat nulla pariatur excepteur sint occaecat cupidatat non proident sunt in culpa qui officia deserunt mollit anim id est laborum. Lorem ipsum dolor sit amet consectetur adipiscing elit sed do eiusmod tempor incididunt ut labore et dolore magna aliqua ut enim ad minim veniam quis nostrud exercitation ullamco laboris nisi ut (340, 83, 492, 312)
ad-tagline: It's that trusty, willing worker—your HORSE—that deserves the best attention. (831, 314, 1093, 332)
mount-everest-heading: MOUNT EVEREST (44, 66, 166, 81)
article-body: Lorem ipsum dolor sit amet consectetur adipiscing elit sed do eiusmod tempor incididunt ut labore et dolore magna aliqua ut enim ad minim veniam quis nostrud exercitation ullamco laboris nisi ut aliquip ex ea commodo consequat duis aute irure dolor in reprehenderit in voluptate velit esse cillum dolore eu fugiat nulla pariatur excepteur sint occaecat cupidatat non proident sunt in culpa qui officia deserunt mollit anim id est laborum. Lorem ipsum dolor sit amet consectetur adipiscing elit sed do eiusmod tempor incididunt ut labore et dolore magna aliqua ut enim ad minim veniam quis nostrud exercitation ullamco laboris nisi ut aliquip ex ea commodo consequat duis aute irure dolor in reprehenderit in voluptate velit esse cillum dolore eu fugiat nulla pariatur excepteur sint occaecat cupidatat non proident sunt in culpa qui officia deserunt mollit anim id est laborum. Lorem ipsum dolor sit amet consectetur adipiscing elit sed do eiusmod tempor incididunt ut labore et dolore magna aliqua ut enim ad minim veniam quis nostrud exercitation ullamco laboris nisi ut aliquip ex ea commodo consequat duis aute irure dolor in reprehenderit in voluptate velit esse cillum dolore eu fugiat nulla pariatur excepteur sint occaecat cupidatat non proident sunt in culpa qui officia deserunt mollit anim id est laborum. Lorem ipsum dolor sit amet consectetur adipiscing elit sed do eiusmod tempor incididunt ut labore et dolore magna aliqua ut enim ad minim veniam quis nostrud exercitation ullamco laboris nisi ut aliquip ex ea commodo consequat duis aute irure dolor in reprehenderit in voluptate velit esse cillum dolore eu fugiat nulla pariatur excepteur sint occaecat cupidatat non proident sunt in culpa qui officia deserunt mollit anim id est laborum. Lorem ipsum dolor sit amet consectetur adipiscing elit sed do eiusmod tempor incididunt ut labore et dolore magna aliqua ut enim ad minim veniam quis nostrud exercitation ullamco laboris nisi ut aliquip ex ea commodo consequat duis aute irure dolor in reprehenderit in voluptate velit esse cillum dolore eu fugiat nulla pariatur excepteur sint occaecat cupidatat non proident sunt in culpa qui officia deserunt mollit anim id est laborum. Lorem ipsum dolor sit amet consectetur adipiscing elit sed do eiusmod tempor incididunt ut labore et dolore magna aliqua ut enim ad minim veniam quis nostrud exercitation ullamco laboris nisi ut aliquip ex ea commodo consequat duis aute irure dolor in reprehenderit in voluptate velit esse cillum dolore eu fugiat nulla pariatur excepteur sint occaecat cupidatat non proident sunt in culpa qui officia deserun (187, 912, 334, 1314)
product-line: MEN'S and LADIES' GOLOSHES and CLOGS (881, 772, 1043, 780)
article-body: Lorem ipsum dolor sit amet consectetur adipiscing elit sed do eiusmod tempor incididunt ut labore et dolore magna aliqua ut enim ad minim veniam quis nostrud exercitation ullamco laboris nisi ut aliquip ex ea commodo consequat duis aute irure dolor in reprehenderit in voluptate velit esse cillum dolore eu fugiat nulla pariatur excepteur sint occaecat cupidatat non proident sunt in culpa qui officia deserunt mollit anim id est laborum. Lorem ipsum dolor sit amet consectetur adipiscing elit sed do eiusmod tempor incididunt ut labore et dolore magna aliqua ut enim ad minim veniam quis nostrud exercitation ullamco laboris nisi ut aliquip ex ea commodo consequat duis aute irure dolor in reprehenderit in voluptate velit esse cillum dolore eu fugiat nulla pariatur excepteur sint occaecat cupidatat non proident sunt in culpa qui officia deserunt mollit anim id est laborum. Lorem ipsum dolor sit amet consectetur adipiscing elit sed do eiusmod tempor incididunt ut labore et dolore magna aliqua ut enim ad minim veniam quis nostrud exercitation ullamco laboris nisi ut aliquip ex ea commodo consequat duis aute irure dolor in reprehenderit in voluptate velit esse cillum dolore eu fugiat nulla pariatur excepteur sint occaecat cupidatat non proident sunt in culpa qui officia deserunt mollit anim id est laborum. Lorem ipsum dolor sit amet consectetur adipiscing elit sed do eiusmod tempor incididunt ut labore et dolore magna aliqua ut enim ad minim veniam quis nostrud exercitation ullamco laboris nisi ut aliquip ex ea commodo consequat duis aute irure dolor in reprehenderit in voluptate velit esse cillum dolore eu fugiat nulla pariatur excepteur sint occaecat cupidatat non proident sunt in culpa qui officia deserunt mollit anim id est laborum. Lorem ipsum dolor sit amet consectetur adipiscing elit sed do eiusmod tempor incididunt ut labore et dolore magna aliqua ut enim ad minim veniam quis nostrud exercitation ullamco laboris nisi ut aliquip ex ea commodo consequat duis aute irure dolor in reprehenderit in voluptate velit esse cillum dolore eu fugiat nulla pariatur excepteur sint occaecat cupidatat non proident sunt in culpa qui officia deserunt mollit anim id est laborum. Lorem ipsum dolor sit amet consectetur adipiscing elit sed do eiusmod tempor incididunt ut labore et dolore magna aliqua ut enim ad minim veniam quis nostrud exercitation ullamco laboris nisi ut aliquip ex ea commodo consequat duis aute irur (658, 73, 808, 438)
divider (670, 58, 796, 59)
weather-column (814, 1298, 958, 1538)
section-heading: AVIATION. (82, 811, 128, 822)
masthead-title: THE HAWERA STAR. FRIDAY, JUNE 27, 1924. (389, 6, 751, 23)
horse-clipping-advertisement (814, 34, 1110, 474)
article-body: Lorem ipsum dolor sit amet consectetur adipiscing elit sed do eiusmod tempor incididunt ut labore et dolore magna aliqua ut enim ad minim veniam quis nostrud exercitation ullamco laboris nisi ut aliquip ex ea commodo consequat duis aute irure dolor in reprehenderit in voluptate velit esse cillum dolore eu fugiat nulla pariatur excepteur sint occaecat cupidatat non proident sunt in culpa qui officia deserunt mollit anim id est laborum. Lorem ipsum dolor sit amet consectetur adipiscing elit sed do eiusmod tempor incididunt ut labore et dolore magna aliqua ut enim ad minim veniam quis nostrud exercitation ullamco laboris nisi ut aliquip ex ea commodo consequat duis aute irure dolor in reprehenderit in voluptate velit esse cillum dolore eu fugiat nulla pariatur excepteur sint occaecat cupidatat non proident sunt in culpa qui officia (498, 367, 652, 497)
subheading: SOUTH AFRICA V. LEVESON-GOWER'S TEAM (349, 611, 483, 627)
article-body: Lorem ipsum dolor sit amet consectetur adipiscing elit sed do eiusmod tempor incididunt ut labore et dolore magna aliqua ut enim ad minim veniam quis nostrud exercitation ullamco laboris nisi ut aliquip ex ea commodo consequat duis aute irure dolor in (498, 752, 652, 795)
lower-notices (814, 1298, 1110, 1538)
article-body: Lorem ipsum dolor sit amet consectetur adipiscing elit sed do eiusmod tempor incididunt ut labore et dolore magna aliqua ut enim ad minim veniam quis nostrud exercitation ullamco laboris nisi ut aliquip ex ea commodo consequat duis aute irure dolor in reprehenderit in voluptate velit esse cillum dolore eu fugiat nulla pariatur excepteur sint occaecat cupidatat non proident sunt in culpa qui officia deserunt mollit anim id est laborum. Lorem ipsum dolor sit amet consectetur adipiscing elit sed do eiusmod tempor incididunt ut labore et dolore magna aliqua ut enim ad minim veniam quis nostrud exercitation ullamco laboris nisi ut aliquip ex ea commodo consequat duis aute irure dolor in reprehenderit in voluptate velit esse cillum dolore eu fugiat nulla pariatur excepteur sint occaecat cupidatat non proident sunt in culpa qui officia deserunt mollit anim id est laborum. Lorem ipsum dolor sit amet consectetur adipiscing elit sed do eiusmod tempor incididunt ut labore et dolore magna aliqua ut enim ad minim veniam quis nostrud exercitation ullamco laboris nisi ut aliquip ex ea commodo consequat duis aute irure dolor in reprehenderit in voluptate velit esse cillum dolore eu fugiat nulla pariatur excepteur sint occaecat cupidatat non proident sunt in culpa qui officia deserunt mollit anim id est laborum. Lorem ipsum dolor sit amet consectetur adipiscing elit sed do eiusmod tempor incididunt ut labore et dolore magna aliqua ut enim ad minim veniam quis nostrud exercitation ullamco laboris nisi ut aliquip ex ea commodo consequat duis aute irure dolor in reprehenderit in voluptate velit esse cillum dolore eu fugiat nulla pariatur excepteur sint occaecat cupidatat non proident sunt in culpa qui officia deserunt mollit anim id est laborum. Lorem ipsum dolor sit amet consectetur adipiscing elit sed do eiusmod tempor incididunt ut labore et dolore magna aliqua ut enim ad minim veniam quis nostrud exercitation ullamco laboris nisi ut aliquip ex ea commodo consequat duis aute irure dolor in reprehenderit in voluptate velit esse cillum dolore eu fugiat nulla pariatur excepteur sint occaecat cupidatat non proident sunt in culpa qui officia deserunt mollit anim id est laborum. Lorem ipsum dolor sit amet consectetur adipiscing elit sed do eiusmod tempor incididunt ut labore et dolore magna aliqua ut enim ad minim veniam quis nostrud exercitation ullamco laboris nisi ut aliquip ex ea commodo consequat duis aute irur (187, 111, 334, 491)
article-body: Lorem ipsum dolor sit amet consectetur adipiscing elit sed do eiusmod tempor incididunt ut labore et dolore magna aliqua ut enim ad minim veniam quis nostrud exercitation ullamco laboris nisi ut aliquip ex ea commodo consequat duis aute irure dolor in reprehenderit in voluptate velit esse cillum dolore eu fugiat nulla pariatur excepteur sint occaecat cupidatat non proident sunt in culpa qui officia deserunt mollit anim id est laborum. Lorem ipsum dolor sit amet consectetur adipiscing elit sed do eiusmod tempor incididunt ut labore et dolore magna aliqua ut enim ad minim veniam quis nostrud exercitation ullamco laboris nisi ut aliquip ex ea commodo consequat duis aute irure dolor in reprehenderit in voluptate velit esse cillum dolore eu fugiat nulla pariatur excepteur sint occaecat cupidatat non proident sunt in culpa qui officia deserunt mollit anim id est laborum. Lorem ipsum dolor sit amet consectetur adipiscing elit sed do eiusmod tempor incididunt ut labore et dolore magna aliqua ut enim ad minim veniam quis nostrud exercitation ullamco laboris nisi ut aliquip ex ea commodo consequat duis aute irure dolor in reprehenderit in voluptate velit esse cillum dolore eu fugiat nulla pariatur excepteur sint occaecat cupidatat non proident sunt in culpa qui officia deserunt mollit anim id est laborum. Lorem ipsum dolor sit amet (30, 592, 180, 800)
subheading: FUNERAL CEREMONY. (535, 969, 615, 978)
section-heading: LATE ADVERTISEMENTS. (839, 1381, 933, 1391)
ad-text: YOU CAN DO THE JOB YOURSELF (899, 358, 1025, 367)
ad-town: HAWERA. (943, 873, 981, 882)
product-name: MEN'S BOX CALF BOOTS; good wearers— (830, 672, 978, 689)
ad-product: "SWIFT" HORSE CLIPPING MACHINES. (877, 377, 1047, 387)
product-line: MEN'S FARM BUCKLE LEGGINGS, 11/6 BOYS' 10/6 (868, 762, 1056, 770)
subheading: AN IMPORTANT CASE. (221, 892, 300, 901)
ad-text: With the Famous Brown & Sons' (904, 368, 1020, 376)
subheading: GOLF. (405, 1194, 427, 1203)
pair-count: 80 PAIR (998, 567, 1034, 577)
divider (498, 337, 652, 340)
divider (340, 316, 492, 319)
divider (510, 58, 640, 59)
dateline: Received June 27, 10.5 a.m. (62, 117, 148, 124)
divider (498, 252, 652, 255)
pair-count: 80 PAIR (886, 662, 922, 672)
subheading: CRICKET. (399, 601, 433, 609)
subheading: GOVERNMENT DEFEATED. (58, 895, 152, 904)
